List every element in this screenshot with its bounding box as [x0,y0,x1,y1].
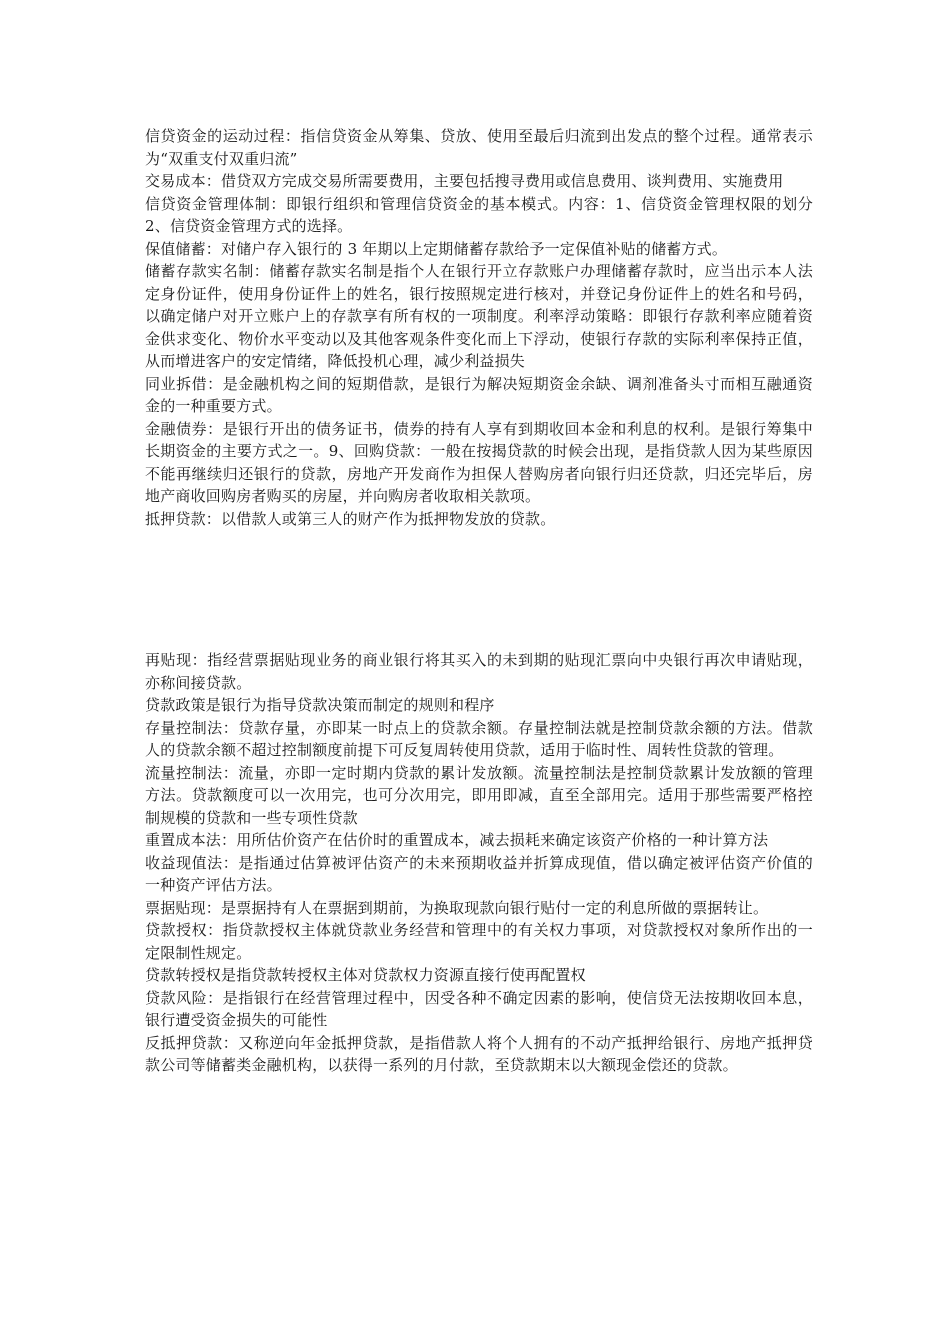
paragraph-bill-discount: 票据贴现：是票据持有人在票据到期前，为换取现款向银行贴付一定的利息所做的票据转让。 [145,898,769,917]
paragraph-credit-fund-system: 信贷资金管理体制：即银行组织和管理信贷资金的基本模式。内容：1、信贷资金管理权限的划分 2、信贷资金管理方式的选择。 [145,194,813,235]
paragraph-flow-control: 流量控制法：流量，亦即一定时期内贷款的累计发放额。流量控制法是控制贷款累计发放额的管理方法。贷款额度可以一次用完，也可分次用完，即用即减，直至全部用完。适用于那些需要严格控制规模的贷款和一些专项性贷款 [145,763,813,827]
paragraph-credit-fund-flow: 信贷资金的运动过程：指信贷资金从筹集、贷放、使用至最后归流到出发点的整个过程。通常表示为“双重支付双重归流” [145,127,813,168]
paragraph-transaction-cost: 交易成本：借贷双方完成交易所需要费用，主要包括搜寻费用或信息费用、谈判费用、实施费用 [145,172,784,190]
paragraph-stock-control: 存量控制法：贷款存量，亦即某一时点上的贷款余额。存量控制法就是控制贷款余额的方法。借款人的贷款余额不超过控制额度前提下可反复周转使用贷款，适用于临时性、周转性贷款的管理。 [145,718,813,759]
paragraph-income-present-value: 收益现值法：是指通过估算被评估资产的未来预期收益并折算成现值，借以确定被评估资产价值的一种资产评估方法。 [145,853,813,894]
text-block-upper [145,125,813,530]
paragraph-interbank-lending: 同业拆借：是金融机构之间的短期借款，是银行为解决短期资金余缺、调剂准备头寸而相互融通资金的一种重要方式。 [145,374,813,415]
paragraph-loan-policy: 贷款政策是银行为指导贷款决策而制定的规则和程序 [145,696,495,714]
paragraph-value-preserving-savings: 保值储蓄：对储户存入银行的 3 年期以上定期储蓄存款给予一定保值补贴的储蓄方式。 [145,239,728,258]
paragraph-real-name-savings: 储蓄存款实名制：储蓄存款实名制是指个人在银行开立存款账户办理储蓄存款时，应当出示本人法定身份证件，使用身份证件上的姓名，银行按照规定进行核对，并登记身份证件上的姓名和号码，以确定储户对开立账户上的存款享有所有权的一项制度。利率浮动策略：即银行存款利率应随着资金供求变化、物价水平变动以及其他客观条件变化而上下浮动，使银行存款的实际利率保持正值，从而增进客户的安定情绪，降低投机心理，减少利益损失 [145,262,813,370]
paragraph-financial-bonds: 金融债券：是银行开出的债务证书，债券的持有人享有到期收回本金和利息的权利。是银行筹集中长期资金的主要方式之一。9、回购贷款：一般在按揭贷款的时候会出现，是指贷款人因为某些原因不能再继续归还银行的贷款，房地产开发商作为担保人替购房者向银行归还贷款，归还完毕后，房地产商收回购房者购买的房屋，并向购房者收取相关款项。 [145,419,813,505]
paragraph-loan-authorization: 贷款授权：指贷款授权主体就贷款业务经营和管理中的有关权力事项，对贷款授权对象所作出的一定限制性规定。 [145,921,813,962]
paragraph-replacement-cost: 重置成本法：用所估价资产在估价时的重置成本，减去损耗来确定该资产价格的一种计算方法 [145,831,769,849]
paragraph-mortgage-loan: 抵押贷款：以借款人或第三人的财产作为抵押物发放的贷款。 [145,509,556,528]
paragraph-loan-sub-authorization: 贷款转授权是指贷款转授权主体对贷款权力资源直接行使再配置权 [145,966,586,984]
paragraph-reverse-mortgage: 反抵押贷款：又称逆向年金抵押贷款，是指借款人将个人拥有的不动产抵押给银行、房地产抵押贷款公司等储蓄类金融机构，以获得一系列的月付款，至贷款期末以大额现金偿还的贷款。 [145,1033,813,1074]
text-block-lower [145,649,813,1077]
paragraph-rediscount: 再贴现：指经营票据贴现业务的商业银行将其买入的未到期的贴现汇票向中央银行再次申请贴现，亦称间接贷款。 [145,651,813,692]
paragraph-loan-risk: 贷款风险：是指银行在经营管理过程中，因受各种不确定因素的影响，使信贷无法按期收回本息，银行遭受资金损失的可能性 [145,988,813,1029]
